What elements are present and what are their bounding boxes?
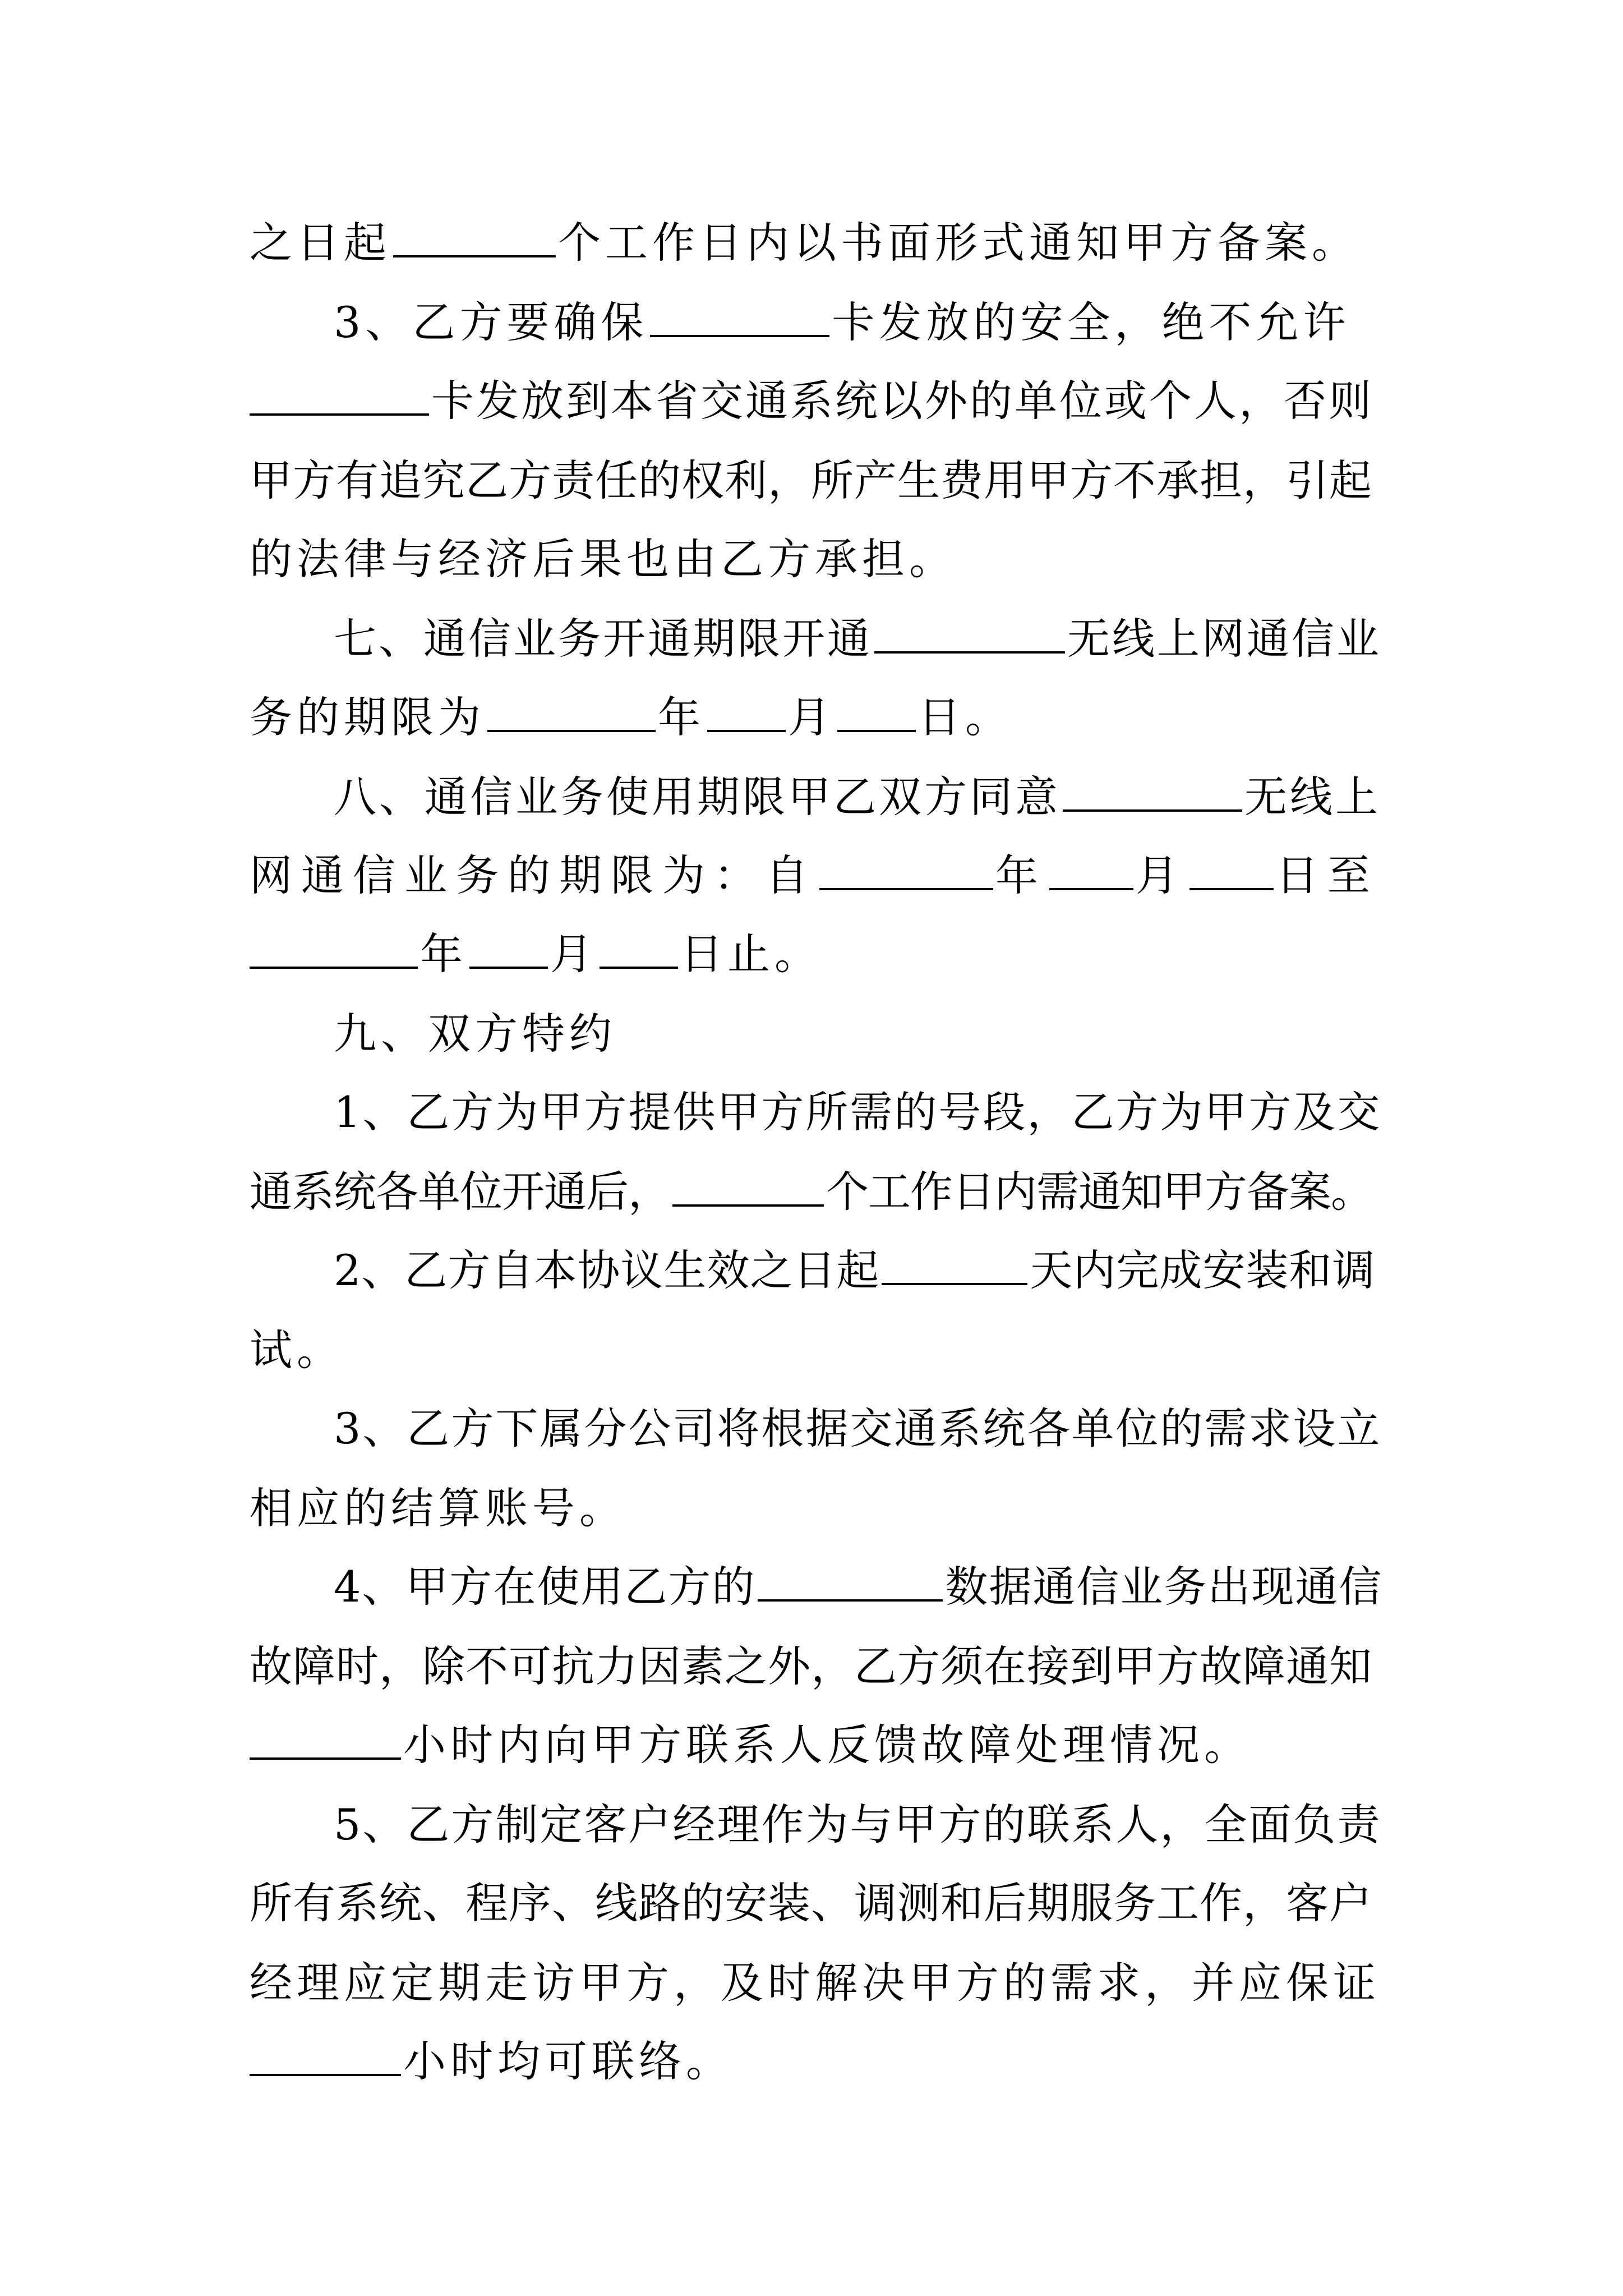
fill-in-blank (1049, 845, 1133, 890)
text-line (250, 2022, 1382, 2101)
fill-in-blank (250, 371, 429, 416)
text-segment: 小时均可联络。 (403, 2036, 733, 2086)
text-segment: 试。 (250, 1325, 344, 1375)
text-line (250, 1627, 1382, 1706)
text-segment: 小时内向甲方联系人反馈故障处理情况。 (403, 1720, 1251, 1770)
fill-in-blank (758, 1557, 943, 1602)
text-segment: 七、通信业务开通期限开通 (334, 614, 872, 664)
text-segment: 网通信业务的期限为：自 (250, 850, 817, 900)
text-line (250, 1311, 1382, 1389)
fill-in-blank (874, 609, 1065, 654)
fill-in-blank (672, 1162, 824, 1207)
text-segment: 5、乙方制定客户经理作为与甲方的联系人，全面负责 (334, 1800, 1382, 1849)
text-segment: 九、双方特约 (334, 1009, 616, 1059)
text-segment: 相应的结算账号。 (250, 1483, 626, 1533)
fill-in-blank (1189, 845, 1274, 890)
text-segment: 3、乙方下属分公司将根据交通系统各单位的需求设立 (334, 1404, 1382, 1453)
text-line (250, 1864, 1382, 1943)
text-line (334, 1231, 1382, 1310)
text-segment: 4、甲方在使用乙方的 (334, 1562, 756, 1612)
text-segment: 甲方有追究乙方责任的权利，所产生费用甲方不承担，引起 (250, 455, 1372, 505)
text-line (334, 1073, 1382, 1152)
fill-in-blank (819, 845, 993, 890)
text-segment: 八、通信业务使用期限甲乙双方同意 (334, 772, 1061, 822)
text-segment: 通系统各单位开通后， (250, 1167, 670, 1217)
text-line (250, 204, 1382, 282)
text-segment: 3、乙方要确保 (334, 297, 648, 347)
text-line (250, 836, 1382, 915)
text-segment: 经理应定期走访甲方，及时解决甲方的需求，并应保证 (250, 1958, 1380, 2008)
fill-in-blank (250, 924, 418, 969)
text-line (250, 441, 1382, 520)
text-segment: 月 (550, 929, 597, 979)
fill-in-blank (707, 687, 786, 732)
text-segment: 月 (1136, 850, 1187, 900)
text-segment: 所有系统、程序、线路的安装、调测和后期服务工作，客户 (250, 1878, 1372, 1928)
text-segment: 年 (995, 850, 1047, 900)
text-segment: 2、乙方自本协议生效之日起 (334, 1245, 880, 1295)
fill-in-blank (650, 292, 829, 337)
text-segment: 的法律与经济后果也由乙方承担。 (250, 534, 956, 584)
text-segment: 年 (420, 929, 467, 979)
text-line (250, 1153, 1382, 1231)
text-segment: 无线上网通信业 (1067, 614, 1381, 664)
text-segment: 无线上 (1244, 772, 1381, 822)
section-heading (334, 995, 1382, 1073)
fill-in-blank (600, 924, 678, 969)
text-segment: 日至 (1276, 850, 1379, 900)
fill-in-blank (487, 687, 656, 732)
text-line (250, 1469, 1382, 1548)
text-segment: 故障时，除不可抗力因素之外，乙方须在接到甲方故障通知 (250, 1641, 1372, 1691)
fill-in-blank (837, 687, 916, 732)
text-segment: 日止。 (680, 929, 822, 979)
fill-in-blank (882, 1240, 1027, 1285)
fill-in-blank (469, 924, 548, 969)
text-segment: 天内完成安装和调 (1030, 1245, 1376, 1295)
text-line (334, 758, 1382, 836)
text-segment: 1、乙方为甲方提供甲方所需的号段，乙方为甲方及交 (334, 1087, 1382, 1137)
text-segment: 务的期限为 (250, 692, 485, 742)
text-segment: 个工作日内需通知甲方备案。 (826, 1167, 1373, 1217)
text-segment: 日。 (918, 692, 1012, 742)
text-line (250, 1944, 1382, 2022)
text-segment: 卡发放到本省交通系统以外的单位或个人，否则 (431, 376, 1373, 426)
text-line (250, 520, 1382, 599)
fill-in-blank (250, 1715, 401, 1760)
text-segment: 之日起 (250, 218, 391, 268)
text-line (334, 1548, 1382, 1626)
text-line (334, 1389, 1382, 1468)
text-line (250, 678, 1382, 757)
fill-in-blank (393, 213, 556, 257)
fill-in-blank (1063, 767, 1242, 812)
text-segment: 个工作日内以书面形式通知甲方备案。 (558, 218, 1359, 268)
text-line (334, 283, 1382, 362)
text-segment: 年 (658, 692, 705, 742)
text-segment: 卡发放的安全，绝不允许 (832, 297, 1350, 347)
text-line (334, 1786, 1382, 1864)
text-line (250, 1706, 1382, 1784)
text-segment: 数据通信业务出现通信 (945, 1562, 1383, 1612)
text-line (250, 915, 1382, 993)
text-segment: 月 (788, 692, 835, 742)
fill-in-blank (250, 2031, 401, 2076)
text-line (334, 600, 1382, 678)
text-line (250, 362, 1382, 440)
